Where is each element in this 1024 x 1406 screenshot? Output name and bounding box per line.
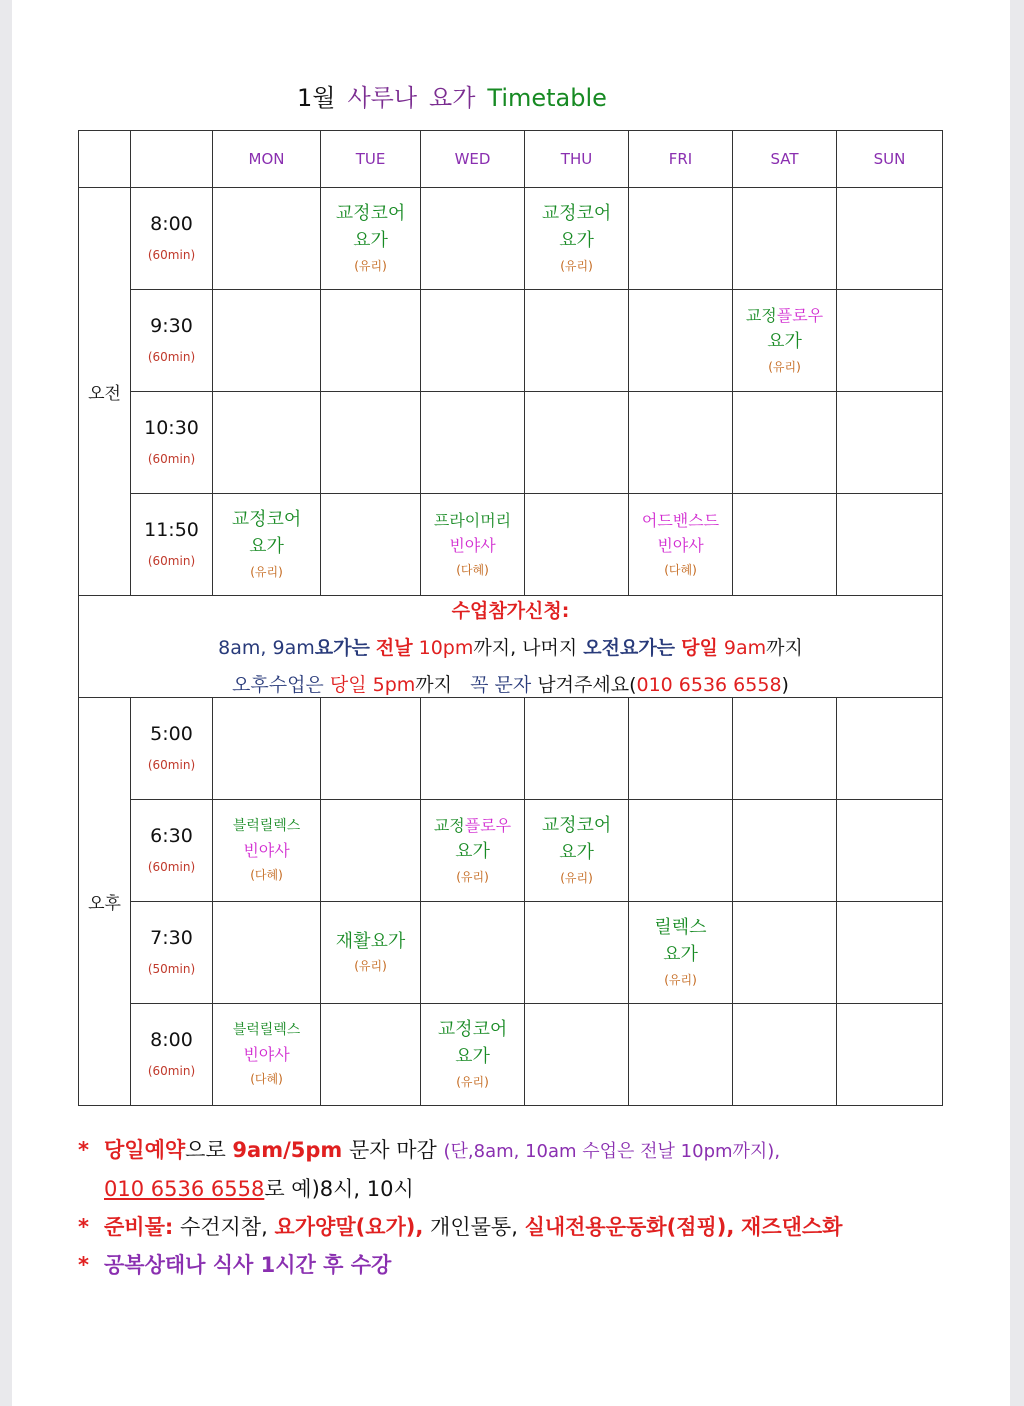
time-label: 5:00 bbox=[150, 723, 193, 745]
duration-label: (60min) bbox=[147, 452, 196, 466]
note-empty-stomach bbox=[78, 1251, 978, 1280]
title-month: 1월 bbox=[297, 84, 336, 112]
class-name-suffix: 플로우 bbox=[464, 815, 512, 835]
class-type: 빈야사 bbox=[657, 536, 704, 556]
notice-text: 10pm bbox=[418, 637, 474, 659]
class-name: 교정코어 bbox=[541, 814, 612, 836]
cell-tue bbox=[321, 698, 421, 800]
class-entry bbox=[421, 1020, 524, 1090]
title-timetable: Timetable bbox=[487, 84, 607, 112]
class-name: 프라이머리 bbox=[433, 510, 512, 530]
class-name-suffix: 플로우 bbox=[776, 305, 824, 325]
footnotes bbox=[78, 1136, 978, 1289]
instructor: (유리) bbox=[560, 259, 593, 274]
class-name: 블럭릴렉스 bbox=[232, 817, 301, 834]
time-label: 8:00 bbox=[150, 213, 193, 235]
note-text: 로 예)8시, 10시 bbox=[264, 1177, 414, 1201]
note-booking bbox=[78, 1136, 978, 1166]
day-tue: TUE bbox=[321, 131, 421, 188]
notice-text: 꼭 bbox=[470, 674, 489, 696]
duration-label: (60min) bbox=[147, 860, 196, 874]
cell-mon bbox=[213, 494, 321, 596]
note-text: 실내전용운동화(점핑), bbox=[524, 1215, 735, 1239]
class-entry bbox=[421, 817, 524, 885]
class-type: 빈야사 bbox=[449, 536, 496, 556]
header-empty bbox=[79, 131, 131, 188]
class-entry bbox=[321, 932, 420, 974]
pm-row-500 bbox=[79, 698, 943, 800]
note-text: (단,8am, 10am 수업은 전날 10pm까지), bbox=[443, 1141, 781, 1162]
class-type: 요가 bbox=[455, 1046, 490, 1068]
cell-thu bbox=[525, 494, 629, 596]
duration-label: (60min) bbox=[147, 554, 196, 568]
cell-sat bbox=[733, 494, 837, 596]
note-text: 개인물통, bbox=[430, 1215, 518, 1239]
cell-tue bbox=[321, 1004, 421, 1106]
instructor: (유리) bbox=[456, 870, 489, 885]
class-type: 빈야사 bbox=[243, 841, 290, 861]
am-row-930 bbox=[79, 290, 943, 392]
cell-thu bbox=[525, 188, 629, 290]
note-text: 당일예약 bbox=[104, 1138, 186, 1162]
notice-heading: 수업참가신청: bbox=[451, 600, 570, 622]
class-type: 요가 bbox=[663, 944, 698, 966]
day-fri: FRI bbox=[629, 131, 733, 188]
cell-sat bbox=[733, 188, 837, 290]
class-name: 재활요가 bbox=[335, 930, 406, 952]
note-text: 문자 마감 bbox=[348, 1138, 437, 1162]
timetable bbox=[78, 130, 943, 1106]
day-header-row bbox=[79, 131, 943, 188]
notice-text: 오전요가는 bbox=[583, 637, 676, 659]
cell-sun bbox=[837, 698, 943, 800]
cell-sat bbox=[733, 1004, 837, 1106]
cell-tue bbox=[321, 188, 421, 290]
notice-text: 까지, bbox=[473, 637, 517, 659]
bullet-star-icon: * bbox=[78, 1253, 89, 1277]
cell-sun bbox=[837, 902, 943, 1004]
time-cell bbox=[131, 188, 213, 290]
class-name: 어드밴스드 bbox=[641, 510, 720, 530]
duration-label: (60min) bbox=[147, 248, 196, 262]
class-type: 요가 bbox=[559, 230, 594, 252]
cell-fri bbox=[629, 188, 733, 290]
class-entry bbox=[421, 512, 524, 577]
am-row-800 bbox=[79, 188, 943, 290]
duration-label: (60min) bbox=[147, 350, 196, 364]
time-cell bbox=[131, 902, 213, 1004]
cell-sun bbox=[837, 800, 943, 902]
class-name: 교정코어 bbox=[231, 508, 302, 530]
notice-text: 오후수업은 bbox=[232, 674, 324, 696]
cell-wed bbox=[421, 698, 525, 800]
period-pm: 오후 bbox=[79, 698, 131, 1106]
cell-mon bbox=[213, 1004, 321, 1106]
notice-text: 문자 bbox=[494, 674, 532, 696]
class-entry bbox=[733, 307, 836, 375]
cell-sun bbox=[837, 392, 943, 494]
class-entry bbox=[213, 819, 320, 882]
class-name: 교정코어 bbox=[541, 202, 612, 224]
note-supplies bbox=[78, 1213, 978, 1242]
instructor: (다혜) bbox=[664, 563, 697, 577]
time-label: 6:30 bbox=[150, 825, 193, 847]
cell-mon bbox=[213, 290, 321, 392]
duration-label: (50min) bbox=[147, 962, 196, 976]
note-text: 9am/5pm bbox=[232, 1138, 343, 1162]
cell-tue bbox=[321, 290, 421, 392]
cell-sun bbox=[837, 188, 943, 290]
day-wed: WED bbox=[421, 131, 525, 188]
time-label: 9:30 bbox=[150, 315, 193, 337]
cell-thu bbox=[525, 800, 629, 902]
pm-row-730 bbox=[79, 902, 943, 1004]
note-booking-phone bbox=[78, 1175, 978, 1204]
cell-sat bbox=[733, 800, 837, 902]
am-row-1150 bbox=[79, 494, 943, 596]
instructor: (유리) bbox=[250, 565, 283, 580]
day-thu: THU bbox=[525, 131, 629, 188]
cell-sun bbox=[837, 290, 943, 392]
day-sun: SUN bbox=[837, 131, 943, 188]
cell-sat bbox=[733, 902, 837, 1004]
cell-fri bbox=[629, 392, 733, 494]
cell-fri bbox=[629, 290, 733, 392]
notice-text: 5pm bbox=[372, 674, 416, 696]
cell-thu bbox=[525, 1004, 629, 1106]
class-type: 요가 bbox=[767, 331, 802, 353]
class-entry bbox=[525, 816, 628, 886]
time-cell bbox=[131, 698, 213, 800]
period-am: 오전 bbox=[79, 188, 131, 596]
note-text: 요가양말(요가), bbox=[274, 1215, 424, 1239]
class-entry bbox=[629, 918, 732, 988]
duration-label: (60min) bbox=[147, 758, 196, 772]
notice-text: 남겨주세요( bbox=[537, 674, 637, 696]
note-text: 으로 bbox=[185, 1138, 226, 1162]
cell-fri bbox=[629, 698, 733, 800]
cell-tue bbox=[321, 800, 421, 902]
cell-wed bbox=[421, 800, 525, 902]
cell-thu bbox=[525, 698, 629, 800]
day-mon: MON bbox=[213, 131, 321, 188]
notice-text: 요가는 bbox=[314, 637, 370, 659]
cell-sat bbox=[733, 392, 837, 494]
notice-text: 8am, 9am bbox=[218, 637, 315, 659]
duration-label: (60min) bbox=[147, 1064, 196, 1078]
note-text: 공복상태나 식사 1시간 후 수강 bbox=[104, 1253, 392, 1277]
class-type: 요가 bbox=[559, 842, 594, 864]
cell-fri bbox=[629, 1004, 733, 1106]
pm-row-630 bbox=[79, 800, 943, 902]
class-type: 요가 bbox=[353, 230, 388, 252]
class-entry bbox=[213, 1023, 320, 1086]
header-time bbox=[131, 131, 213, 188]
cell-sat bbox=[733, 698, 837, 800]
title-yoga: 요가 bbox=[429, 84, 476, 112]
document-page bbox=[12, 0, 1010, 1406]
cell-mon bbox=[213, 902, 321, 1004]
instructor: (유리) bbox=[456, 1075, 489, 1090]
bullet-star-icon: * bbox=[78, 1215, 89, 1239]
cell-fri bbox=[629, 494, 733, 596]
cell-mon bbox=[213, 800, 321, 902]
instructor: (유리) bbox=[354, 259, 387, 274]
cell-tue bbox=[321, 902, 421, 1004]
cell-wed bbox=[421, 902, 525, 1004]
class-name: 교정 bbox=[745, 305, 777, 325]
cell-sat bbox=[733, 290, 837, 392]
class-name: 교정코어 bbox=[335, 202, 406, 224]
time-label: 7:30 bbox=[150, 927, 193, 949]
notice-text: 까지 bbox=[415, 674, 452, 696]
class-entry bbox=[629, 512, 732, 577]
cell-sun bbox=[837, 1004, 943, 1106]
cell-wed bbox=[421, 188, 525, 290]
class-type: 요가 bbox=[455, 841, 490, 863]
time-cell bbox=[131, 392, 213, 494]
instructor: (다혜) bbox=[456, 563, 489, 577]
note-text: 준비물: bbox=[104, 1215, 174, 1239]
notice-text: 전날 bbox=[375, 637, 413, 659]
class-name: 릴렉스 bbox=[654, 916, 707, 938]
time-cell bbox=[131, 494, 213, 596]
notice-line-am bbox=[79, 633, 942, 660]
cell-mon bbox=[213, 698, 321, 800]
instructor: (다혜) bbox=[250, 1071, 283, 1086]
cell-mon bbox=[213, 188, 321, 290]
bullet-star-icon: * bbox=[78, 1138, 89, 1162]
time-label: 10:30 bbox=[144, 417, 199, 439]
instructor: (다혜) bbox=[250, 867, 283, 882]
cell-wed bbox=[421, 392, 525, 494]
class-type: 요가 bbox=[249, 536, 284, 558]
notice-line-pm bbox=[79, 670, 942, 697]
cell-fri bbox=[629, 902, 733, 1004]
notice-row bbox=[79, 596, 943, 698]
time-label: 11:50 bbox=[144, 519, 199, 541]
notice-cell bbox=[79, 596, 943, 698]
class-name: 블럭릴렉스 bbox=[232, 1021, 301, 1038]
phone-number: 010 6536 6558 bbox=[636, 674, 782, 696]
time-cell bbox=[131, 290, 213, 392]
note-text: 수건지참, bbox=[179, 1215, 268, 1239]
cell-sun bbox=[837, 494, 943, 596]
cell-wed bbox=[421, 290, 525, 392]
notice-text: 까지 bbox=[766, 637, 803, 659]
notice-text: ) bbox=[781, 674, 789, 696]
instructor: (유리) bbox=[768, 360, 801, 375]
class-name: 교정코어 bbox=[437, 1018, 508, 1040]
title-studio: 사루나 bbox=[347, 84, 418, 112]
class-type: 빈야사 bbox=[243, 1045, 290, 1065]
cell-thu bbox=[525, 290, 629, 392]
note-text: 재즈댄스화 bbox=[741, 1215, 843, 1239]
cell-wed bbox=[421, 1004, 525, 1106]
class-entry bbox=[525, 204, 628, 274]
class-entry bbox=[321, 204, 420, 274]
notice-text: 나머지 bbox=[522, 637, 578, 659]
notice-text: 당일 bbox=[329, 674, 367, 696]
notice-text: 당일 bbox=[681, 637, 718, 659]
day-sat: SAT bbox=[733, 131, 837, 188]
cell-wed bbox=[421, 494, 525, 596]
pm-row-800 bbox=[79, 1004, 943, 1106]
time-cell bbox=[131, 1004, 213, 1106]
time-cell bbox=[131, 800, 213, 902]
cell-thu bbox=[525, 902, 629, 1004]
instructor: (유리) bbox=[664, 973, 697, 988]
instructor: (유리) bbox=[354, 959, 387, 974]
class-name: 교정 bbox=[433, 815, 465, 835]
cell-fri bbox=[629, 800, 733, 902]
phone-number: 010 6536 6558 bbox=[104, 1177, 265, 1201]
am-row-1030 bbox=[79, 392, 943, 494]
instructor: (유리) bbox=[560, 871, 593, 886]
page-title bbox=[297, 78, 607, 113]
cell-tue bbox=[321, 392, 421, 494]
class-entry bbox=[213, 510, 320, 580]
cell-mon bbox=[213, 392, 321, 494]
cell-tue bbox=[321, 494, 421, 596]
cell-thu bbox=[525, 392, 629, 494]
notice-text: 9am bbox=[723, 637, 767, 659]
time-label: 8:00 bbox=[150, 1029, 193, 1051]
